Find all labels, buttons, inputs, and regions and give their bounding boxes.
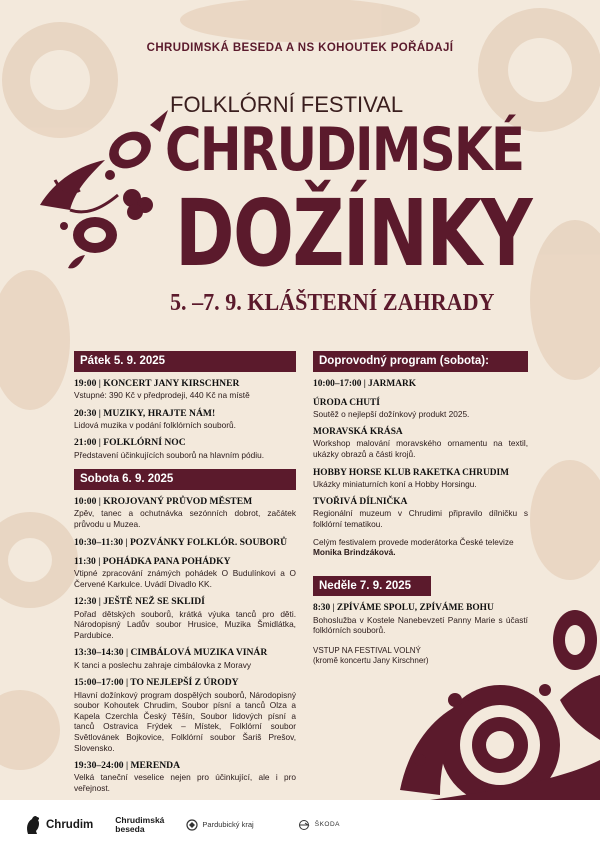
logo-skoda-text: ŠKODA [314,821,340,828]
title-line2: DOŽÍNKY [175,180,532,287]
event [74,408,296,431]
entry-line1: VSTUP NA FESTIVAL VOLNÝ [313,645,421,655]
event [74,378,296,401]
event-desc: Bohoslužba v Kostele Nanebevzetí Panny Marie s účastí folklórních souborů. [313,614,528,636]
moderator-text: Celým festivalem provede moderátorka České televize [313,536,514,547]
event-title: 8:30 | ZPÍVÁME SPOLU, ZPÍVÁME BOHU [313,603,494,614]
event-title: 11:30 | POHÁDKA PANA POHÁDKY [74,555,231,567]
event [74,437,296,460]
event [74,537,296,549]
region-crest-icon [186,819,198,831]
event-desc: Velká taneční veselice nejen pro účinkující, ale i pro veřejnost. [74,772,296,794]
logo-beseda-line2: beseda [115,823,145,834]
moderator-name: Monika Brindzáková. [313,547,396,558]
event [313,378,528,390]
logo-chrudim-text: Chrudim [46,818,94,831]
event-title: TVOŘIVÁ DÍLNIČKA [313,497,408,508]
event [74,760,296,793]
event-desc: Pořad dětských souborů, krátká výuka tanců pro děti. Národopisný Ladův soubor Hrusice, Muzika Šmidlátka, Pardubice. [74,608,296,640]
event [74,596,296,640]
event-title: 20:30 | MUZIKY, HRAJTE NÁM! [74,407,216,419]
logo-beseda-line1: Chrudimská [115,814,165,825]
event-desc: Regionální muzeum v Chrudimi připravilo dílničku s folklórní tematikou. [313,508,528,529]
logo-beseda [115,816,164,834]
left-column [74,351,296,801]
event [313,467,528,490]
event [74,647,296,670]
event-desc: Soutěž o nejlepší dožínkový produkt 2025. [313,408,470,419]
day-label-friday: Pátek 5. 9. 2025 [74,351,296,372]
sponsor-footer [0,800,600,849]
organizers-line: CHRUDIMSKÁ BESEDA A NS KOHOUTEK POŘÁDAJÍ [146,42,454,54]
day-label-sunday: Neděle 7. 9. 2025 [313,576,431,597]
event-title: 19:30–24:00 | MERENDA [74,760,181,772]
event-title: 15:00–17:00 | TO NEJLEPŠÍ Z ÚRODY [74,677,239,689]
rooster-icon [24,814,42,836]
event-desc: Vtipné zpracování známých pohádek O Budulínkovi a O Červené Karkulce. Uvádí Divadlo KK. [74,568,296,589]
logo-pk-text: Pardubický kraj [202,820,254,829]
event-title: HOBBY HORSE KLUB RAKETKA CHRUDIM [313,467,510,478]
event-desc: K tanci a poslechu zahraje cimbálovka z Moravy [74,659,252,670]
festival-subtitle: FOLKLÓRNÍ FESTIVAL [170,92,404,117]
right-column [313,351,528,666]
dates-place: 5. –7. 9. KLÁŠTERNÍ ZAHRADY [170,290,495,316]
day-label-saturday: Sobota 6. 9. 2025 [74,469,296,490]
event-desc: Zpěv, tanec a ochutnávka sezónních dobrot, začátek průvodu u Muzea. [74,508,296,529]
event [313,426,528,459]
event-desc: Workshop malování moravského ornamentu na textil, ukázky obrazů a části krojů. [313,438,528,460]
event [313,602,528,635]
event-desc: Představení účinkujících souborů na hlavním pódiu. [74,449,265,460]
logo-chrudim [24,814,93,836]
event-desc: Hlavní dožínkový program dospělých souborů, Národopisný soubor Kohoutek Chrudim, Soubor písní a tanců Olza a Kapela Czerchla Český Těšín, Soubor lidových písní a tanců Ostravica Frýdek – Místek, Folklórní soubor Světlovánek Bojkovice, Folklórní soubor Šariš Prešov, Slovensko. [74,689,296,753]
event-desc: Ukázky miniaturních koní a Hobby Horsingu. [313,478,477,489]
logo-pardubicky-kraj [186,819,253,831]
event [313,496,528,529]
event-title: 10:00 | KROJOVANÝ PRŮVOD MĚSTEM [74,496,253,508]
title-line1: CHRUDIMSKÉ [165,115,524,185]
event-title: 19:00 | KONCERT JANY KIRSCHNER [74,377,240,389]
entry-note [313,646,528,666]
event-desc: Lidová muzika v podání folklórních souborů. [74,419,236,430]
event [74,496,296,529]
entry-line2: (kromě koncertu Jany Kirschner) [313,655,429,665]
event-title: 10:00–17:00 | JARMARK [313,378,417,389]
event-title: 12:30 | JEŠTĚ NEŽ SE SKLIDÍ [74,596,205,608]
event [74,556,296,589]
moderator-note [313,537,528,558]
event-title: 10:30–11:30 | POZVÁNKY FOLKLÓR. SOUBORŮ [74,536,288,548]
event-desc: Vstupné: 390 Kč v předprodeji, 440 Kč na místě [74,389,250,400]
event-title: ÚRODA CHUTÍ [313,397,380,408]
event-title: 13:30–14:30 | CIMBÁLOVÁ MUZIKA VINÁR [74,647,268,659]
logo-skoda [297,820,340,830]
event-title: MORAVSKÁ KRÁSA [313,427,403,438]
skoda-arrow-icon [297,820,311,830]
event-title: 21:00 | FOLKLÓRNÍ NOC [74,437,186,449]
side-program-label: Doprovodný program (sobota): [313,351,528,372]
event [313,397,528,420]
event [74,677,296,753]
